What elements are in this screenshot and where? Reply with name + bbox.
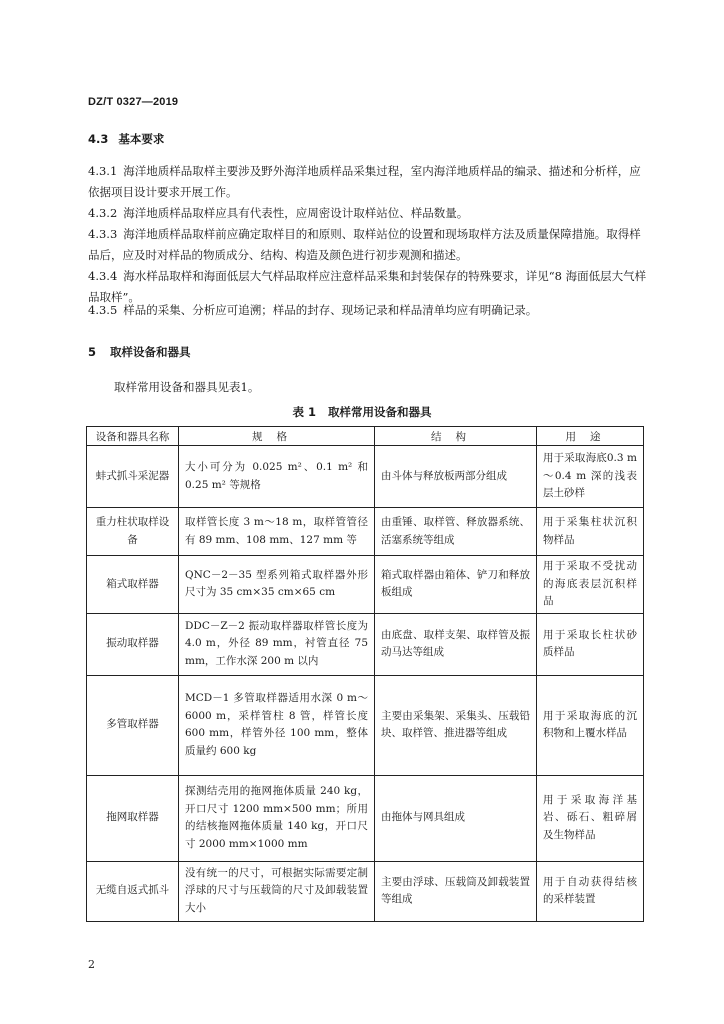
clause-text: 海水样品取样和海面低层大气样品取样应注意样品采集和封装保存的特殊要求，详见“8 海面低层大气样品取样”。	[88, 269, 647, 304]
cell-name: 重力柱状取样设备	[87, 508, 179, 556]
column-header-name: 设备和器具名称	[87, 427, 179, 446]
section-title: 基本要求	[118, 132, 165, 146]
cell-name: 箱式取样器	[87, 556, 179, 614]
clause-text: 海洋地质样品取样应具有代表性，应周密设计取样站位、样品数量。	[123, 206, 469, 220]
clause-number: 4.3.2	[88, 206, 118, 220]
clause-text: 海洋地质样品取样主要涉及野外海洋地质样品采集过程，室内海洋地质样品的编录、描述和分析样，应依据项目设计要求开展工作。	[88, 164, 641, 199]
clause-4-3-1	[88, 161, 648, 203]
table-intro: 取样常用设备和器具见表1。	[114, 380, 260, 394]
cell-use: 用于采取海洋基岩、砾石、粗碎屑及生物样品	[537, 775, 644, 861]
clause-number: 4.3.3	[88, 227, 118, 241]
table-caption-title: 取样常用设备和器具	[328, 405, 432, 419]
column-header-use: 用途	[537, 427, 644, 446]
table-row	[87, 556, 644, 614]
cell-structure: 由底盘、取样支架、取样管及振动马达等组成	[375, 613, 537, 675]
cell-name: 拖网取样器	[87, 775, 179, 861]
section-number: 4.3	[88, 132, 109, 146]
cell-spec: 探测结壳用的拖网拖体质量 240 kg，开口尺寸 1200 mm×500 mm；所用的结核拖网拖体质量 140 kg，开口尺寸 2000 mm×1000 mm	[179, 775, 375, 861]
cell-use: 用于采取长柱状砂质样品	[537, 613, 644, 675]
standard-number: DZ/T 0327—2019	[88, 96, 179, 108]
cell-structure: 由重锤、取样管、释放器系统、活塞系统等组成	[375, 508, 537, 556]
table-row	[87, 613, 644, 675]
clause-text: 样品的采集、分析应可追溯；样品的封存、现场记录和样品清单均应有明确记录。	[123, 303, 538, 317]
cell-structure: 由拖体与网具组成	[375, 775, 537, 861]
cell-name: 多管取样器	[87, 675, 179, 775]
cell-spec: DDC－Z－2 振动取样器取样管长度为 4.0 m，外径 89 mm，衬管直径 75 mm，工作水深 200 m 以内	[179, 613, 375, 675]
cell-spec: MCD－1 多管取样器适用水深 0 m～6000 m，采样管柱 8 管，样管长度 600 mm，样管外径 100 mm，整体质量约 600 kg	[179, 675, 375, 775]
table-row	[87, 775, 644, 861]
table-row	[87, 861, 644, 921]
cell-structure: 箱式取样器由箱体、铲刀和释放板组成	[375, 556, 537, 614]
column-header-spec: 规格	[179, 427, 375, 446]
column-header-structure: 结构	[375, 427, 537, 446]
cell-use: 用于采集柱状沉积物样品	[537, 508, 644, 556]
table-row	[87, 508, 644, 556]
cell-name: 振动取样器	[87, 613, 179, 675]
cell-name: 蚌式抓斗采泥器	[87, 446, 179, 508]
cell-use: 用于采取海底的沉积物和上覆水样品	[537, 675, 644, 775]
clause-4-3-3	[88, 224, 648, 266]
cell-structure: 主要由浮球、压载筒及卸载装置等组成	[375, 861, 537, 921]
cell-spec: 没有统一的尺寸，可根据实际需要定制浮球的尺寸与压载筒的尺寸及卸载装置大小	[179, 861, 375, 921]
table-row	[87, 446, 644, 508]
clause-text: 海洋地质样品取样前应确定取样目的和原则、取样站位的设置和现场取样方法及质量保障措施。取得样品后，应及时对样品的物质成分、结构、构造及颜色进行初步观测和描述。	[88, 227, 641, 262]
table-caption-number: 表 1	[292, 405, 316, 419]
cell-structure: 主要由采集架、采集头、压载铅块、取样管、推进器等组成	[375, 675, 537, 775]
cell-use: 用于自动获得结核的采样装置	[537, 861, 644, 921]
cell-use: 用于采取不受扰动的海底表层沉积样品	[537, 556, 644, 614]
clause-number: 4.3.5	[88, 303, 118, 317]
table-header-row	[87, 427, 644, 446]
cell-spec: QNC－2－35 型系列箱式取样器外形尺寸为 35 cm×35 cm×65 cm	[179, 556, 375, 614]
cell-structure: 由斗体与释放板两部分组成	[375, 446, 537, 508]
cell-spec: 取样管长度 3 m～18 m，取样管管径有 89 mm、108 mm、127 mm 等	[179, 508, 375, 556]
clause-4-3-2	[88, 203, 648, 224]
clause-number: 4.3.4	[88, 269, 118, 283]
cell-use: 用于采取海底0.3 m～0.4 m 深的浅表层土砂样	[537, 446, 644, 508]
equipment-table	[86, 426, 644, 922]
page-number: 2	[88, 958, 95, 971]
cell-spec: 大小可分为 0.025 m²、0.1 m² 和 0.25 m² 等规格	[179, 446, 375, 508]
section-title: 取样设备和器具	[110, 345, 191, 359]
clause-4-3-5	[88, 300, 648, 321]
section-number: 5	[88, 345, 97, 359]
table-caption	[0, 404, 724, 420]
section-heading-4-3	[88, 131, 164, 147]
table-row	[87, 675, 644, 775]
section-heading-5	[88, 344, 191, 360]
cell-name: 无缆自返式抓斗	[87, 861, 179, 921]
clause-number: 4.3.1	[88, 164, 118, 178]
